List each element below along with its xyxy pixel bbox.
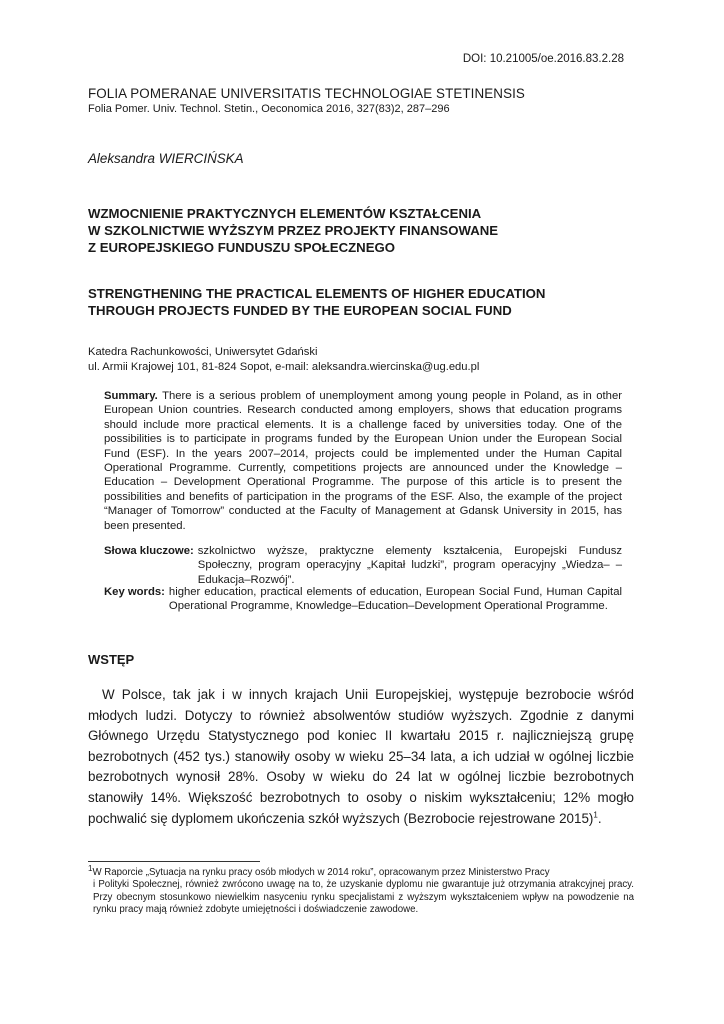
footnote-reference[interactable]: 1 (593, 810, 598, 820)
footnote-marker: 1 (88, 863, 93, 873)
affiliation-department: Katedra Rachunkowości, Uniwersytet Gdański (88, 346, 318, 358)
summary-text: There is a serious problem of unemployment among young people in Poland, as in other European Union countries. Research conducted among employers, shows that education programs should include more practical elements. It is a challenge faced by universities today. One of the possibilities is to participate in programs funded by the European Union under the European Social Fund (ESF). In the years 2007–2014, projects could be implemented under the Human Capital Operational Programme. Currently, competitions projects are announced under the Knowledge – Education – Development Operational Programme. The purpose of this article is to present the possibilities and benefits of participation in the programs of the ESF. Also, the example of the project “Manager of Tomorrow” conducted at the Faculty of Management at Gdansk University in 2015, has been presented. (104, 390, 623, 532)
keywords-en-label: Key words: (104, 586, 165, 598)
keywords-polish (104, 544, 622, 587)
affiliation-address: ul. Armii Krajowej 101, 81-824 Sopot, e-mail: aleksandra.wiercinska@ug.edu.pl (88, 360, 480, 373)
title-english (88, 285, 628, 319)
title-pl-line: WZMOCNIENIE PRAKTYCZNYCH ELEMENTÓW KSZTAŁCENIA (88, 206, 482, 221)
keywords-en-text: higher education, practical elements of education, European Social Fund, Human Capital Operational Programme, Knowledge–Education–Development Operational Programme. (168, 586, 622, 613)
title-pl-line: W SZKOLNICTWIE WYŻSZYM PRZEZ PROJEKTY FINANSOWANE (88, 223, 499, 238)
intro-paragraph (88, 685, 634, 829)
title-pl-line: Z EUROPEJSKIEGO FUNDUSZU SPOŁECZNEGO (88, 240, 396, 255)
title-en-line: STRENGTHENING THE PRACTICAL ELEMENTS OF HIGHER EDUCATION (88, 286, 546, 301)
keywords-pl-label: Słowa kluczowe: (104, 545, 194, 557)
affiliation (88, 345, 479, 374)
keywords-english (104, 585, 622, 614)
summary (104, 389, 622, 533)
title-polish (88, 205, 628, 256)
footnote-divider (88, 861, 260, 862)
doi: DOI: 10.21005/oe.2016.83.2.28 (462, 53, 624, 65)
summary-label: Summary. (104, 390, 158, 402)
intro-end: . (597, 810, 602, 826)
intro-text: W Polsce, tak jak i w innych krajach Unii Europejskiej, występuje bezrobocie wśród młodych ludzi. Dotyczy to również absolwentów studiów wyższych. Zgodnie z danymi Głównego Urzędu Statystycznego pod koniec II kwartału 2015 r. najliczniejszą grupę bezrobotnych (452 tys.) stanowiły osoby w wieku 25–34 lata, a ich udział w ogólnej liczbie bezrobotnych wynosił 28%. Osoby w wieku do 24 lat w ogólnej liczbie bezrobotnych stanowiły 14%. Większość bezrobotnych to osoby o niskim wykształceniu; 12% mogło pochwalić się dyplomem ukończenia szkół wyższych (Bezrobocie rejestrowane 2015) (88, 687, 634, 826)
keywords-pl-text: szkolnictwo wyższe, praktyczne elementy kształcenia, Europejski Fundusz Społeczny, program operacyjny „Kapitał ludzki”, program operacyjny „Wiedza– –Edukacja–Rozwój”. (197, 545, 622, 586)
footnote-text-first: W Raporcie „Sytuacja na rynku pracy osób młodych w 2014 roku”, opracowanym przez Ministerstwo Pracy (92, 867, 550, 878)
footnote-text-rest: i Polityki Społecznej, również zwrócono uwagę na to, że uzyskanie dyplomu nie gwarantuje już otrzymania atrakcyjnej pracy. Przy obecnym stosunkowo niewielkim nasyceniu rynku specjalistami z wyższym wykształceniem wpływ na powodzenie na rynku pracy mają również zdobyte umiejętności i doświadczenie zawodowe. (93, 879, 634, 915)
journal-citation: Folia Pomer. Univ. Technol. Stetin., Oeconomica 2016, 327(83)2, 287–296 (88, 103, 450, 115)
footnote (88, 863, 634, 916)
section-heading: WSTĘP (88, 652, 135, 667)
author-name: Aleksandra WIERCIŃSKA (88, 151, 244, 166)
title-en-line: THROUGH PROJECTS FUNDED BY THE EUROPEAN SOCIAL FUND (88, 303, 512, 318)
journal-title: FOLIA POMERANAE UNIVERSITATIS TECHNOLOGIAE STETINENSIS (88, 86, 525, 101)
